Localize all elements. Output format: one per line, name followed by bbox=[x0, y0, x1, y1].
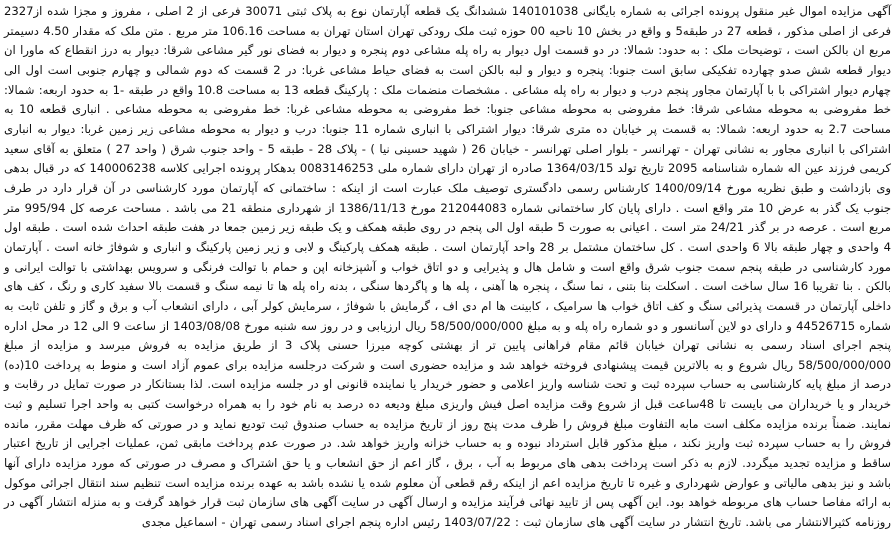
auction-notice-text: آگهی مزایده اموال غیر منقول پرونده اجرائی به شماره بایگانی 140101038 ششدانگ یک قطعه آپارتمان نوع به پلاک ثبتی 30071 فرعی از 2 اصلی ، مفروز و مجزا شده از2327 فرعی از اصلی مذکور ، قطعه 27 در طبقه5 و واقع در بخش 10 ناحیه 00 حوزه ثبت ملک رودکی تهران استان تهران به مساحت 106.16 متر مربع . متن ملک که مقدار 4.50 دسیمتر مربع ان بالکن است ، توضیحات ملک : به حدود: شمالا: در دو قسمت اول دیوار به راه پله مشاعی دوم پنجره و دیوار به فضای نور گیر مشاعی شرقا: دیوار به درز انقطاع که ماورا ان دیوار قطعه شش صدو چهارده تفکیکی سابق است جنوبا: پنجره و دیوار و لبه بالکن است به فضای حیاط مشاعی غربا: در 2 قسمت که دوم شمالی و چهارم جنوبی است اول الی چهارم دیوار اشتراکی با با آپارتمان مجاور پنجم درب و دیوار به راه پله مشاعی . مشخصات منضمات ملک : پارکینگ قطعه 13 به مساحت 10.8 واقع در طبقه -1 به حدود اربعه: شمالا: خط مفروضی به محوطه مشاعی شرقا: خط مفروضی به محوطه مشاعی جنوبا: خط مفروضی به محوطه مشاعی غربا: خط مفروضی به محوطه مشاعی . انباری قطعه 10 به مساحت 2.7 به حدود اربعه: شمالا: به قسمت پر خیابان ده متری شرقا: دیوار اشتراکی با انباری شماره 11 جنوبا: درب و دیوار به محوطه مشاعی زیر زمین غربا: دیوار به انباری اشتراکی با انباری مجاور به نشانی تهران - تهرانسر - بلوار اصلی تهرانسر - خیابان 26 ( شهید حسینی نیا ) - پلاک 28 - طبقه 5 - واحد جنوب شرق ( واحد 27 ) متعلق به آقای سعید کریمی فرزند عین اله شماره شناسنامه 2095 تاریخ تولد 1364/03/15 صادره از تهران دارای شماره ملی 0083146253 بدهکار پرونده اجرایی کلاسه 140006238 که در قبال بدهی وی بازداشت و طبق نظریه مورخ 1400/09/14 کارشناس رسمی دادگستری توصیف ملک عبارت است از اینکه : ساختمانی که آپارتمان مورد کارشناسی در آن قرار دارد در طرف جنوب یک گذر به عرض 10 متر واقع است . دارای پایان کار ساختمانی شماره 212044083 مورخ 1386/11/13 از شهرداری منطقه 21 می باشد . مساحت عرصه کل 995/94 متر مربع است . عرصه در بر گذر 24/21 متر است . اعیانی به صورت 5 طبقه اول الی پنجم در روی طبقه همکف و یک طبقه زیر زمین جمعا در هفت طبقه احداث شده است . طبقه اول 4 واحدی و چهار طبقه بالا 6 واحدی است . کل ساختمان مشتمل بر 28 واحد آپارتمان است . طبقه همکف پارکینگ و لابی و زیر زمین پارکینگ و انباری و شوفاژ خانه است . آپارتمان مورد کارشناسی در طبقه پنجم سمت جنوب شرق واقع است و شامل هال و پذیرایی و دو اتاق خواب و آشپزخانه اپن و حمام با توالت فرنگی و سرویس بهداشتی با توالت ایرانی و بالکن . بنا تقریبا 16 سال ساخت است . اسکلت بنا بتنی ، نما سنگ ، پنجره ها آهنی ، پله ها و پاگردها سنگی ، بدنه راه پله ها تا نیمه سنگ و قسمت بالا سفید کاری و رنگ ، کف های داخلی آپارتمان در قسمت پذیرائی سنگ و کف اتاق خواب ها سرامیک ، کابینت ها ام دی اف ، گرمایش با شوفاژ ، سرمایش کولر آبی ، دارای انشعاب آب و برق و گاز و تلفن ثابت به شماره 44526715 و دارای دو لاین آسانسور و دو شماره راه پله و به مبلغ 58/500/000/000 ریال ارزیابی و در روز سه شنبه مورخ 1403/08/08 از ساعت 9 الی 12 در محل اداره پنجم اجرای اسناد رسمی به نشانی تهران خیابان قائم مقام فراهانی پایین تر از بهشتی کوچه میرزا حسنی پلاک 3 از طریق مزایده به فروش میرسد و مزایده از مبلغ 58/500/000/000 ریال شروع و به بالاترین قیمت پیشنهادی فروخته خواهد شد و مزایده حضوری است و شرکت درجلسه مزایده برای عموم آزاد است و منوط به پرداخت 10(ده) درصد از مبلغ پایه کارشناسی به حساب سپرده ثبت و تحت شناسه واریز اعلامی و حضور خریدار یا نماینده قانونی او در جلسه مزایده است. لذا بستانکار در صورت تمایل در رقابت و خریدار و یا خریداران می بایست تا 48ساعت قبل از شروع وقت مزایده اصل فیش واریزی مبلغ ودیعه ده درصد به نام خود را به همراه درخواست کتبی به واحد اجرا تسلیم و ثبت نمایند. ضمناً برنده مزایده مکلف است مابه التفاوت مبلغ فروش را ظرف مدت پنج روز از تاریخ مزایده به حساب صندوق ثبت تودیع نماید و در صورتی که ظرف مهلت مقرر، مانده فروش را به حساب سپرده ثبت واریز نکند ، مبلغ مذکور قابل استرداد نبوده و به حساب خزانه واریز خواهد شد. در صورت عدم پرداخت مابقی ثمن، عملیات اجرایی از تاریخ اعتبار ساقط و مزایده تجدید میگردد. لازم به ذکر است پرداخت بدهی های مربوط به آب ، برق ، گاز اعم از حق انشعاب و یا حق اشتراک و مصرف در صورتی که مورد مزایده دارای آنها باشد و نیز بدهی مالیاتی و عوارض شهرداری و غیره تا تاریخ مزایده اعم از اینکه رقم قطعی آن معلوم شده یا نشده باشد به عهده برنده مزایده است تنظیم سند انتقال اجرائی موکول به ارائه مفاصا حساب های مربوطه خواهد بود. این آگهی پس از تایید نهائی فرآیند مزایده و ارسال آگهی در سایت آگهی های سازمان ثبت قرار خواهد گرفت و به منزله انتشار آگهی در روزنامه کثیرالانتشار می باشد. تاریخ انتشار در سایت آگهی های سازمان ثبت : 1403/07/22 رئیس اداره پنجم اجرای اسناد رسمی تهران - اسماعیل مجدی bbox=[4, 4, 892, 530]
